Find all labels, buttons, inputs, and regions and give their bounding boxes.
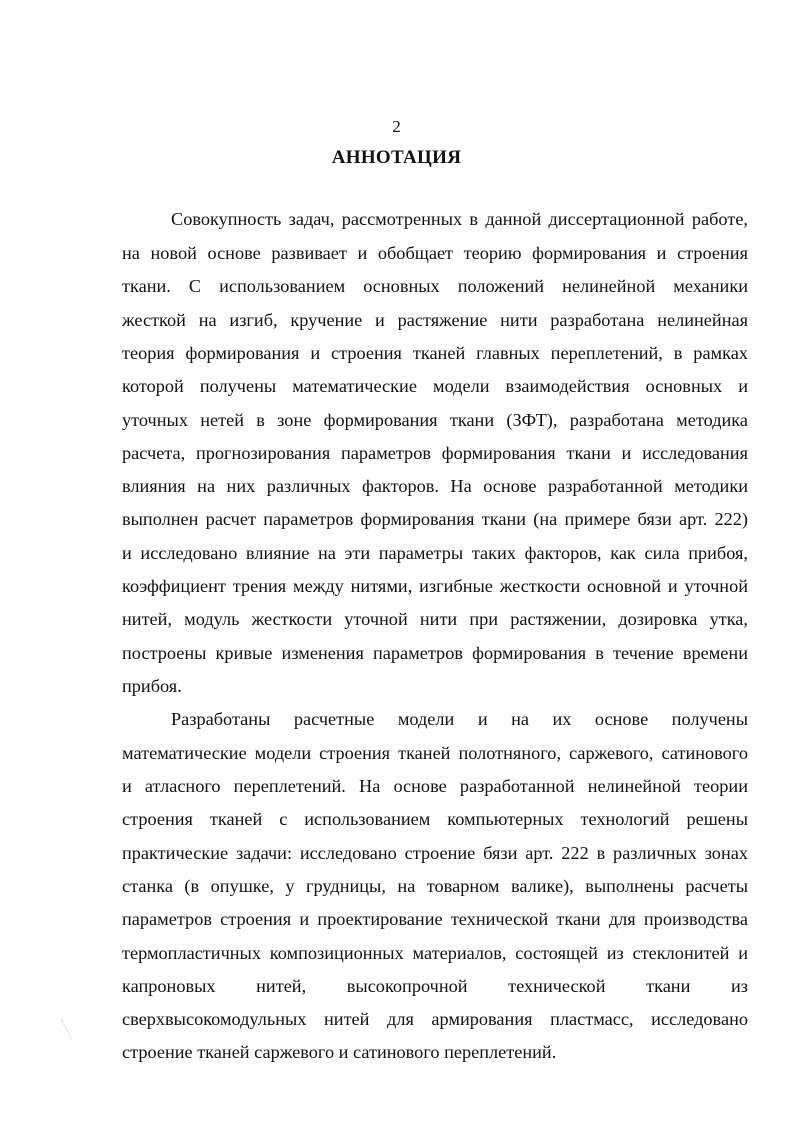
text-line: термопластичных композиционных материалов, состоящей из стеклонитей и xyxy=(122,943,748,963)
text-line: и исследовано влияние на эти параметры таких факторов, как сила прибоя, xyxy=(122,543,748,563)
text-line: строения тканей с использованием компьютерных технологий решены xyxy=(122,809,748,829)
text-line: расчета, прогнозирования параметров формирования ткани и исследования xyxy=(122,443,748,463)
text-line: станка (в опушке, у грудницы, на товарном валике), выполнены расчеты xyxy=(122,876,748,896)
text-line: прибоя. xyxy=(122,676,182,696)
text-line: которой получены математические модели взаимодействия основных и xyxy=(122,376,748,396)
text-line: жесткой на изгиб, кручение и растяжение нити разработана нелинейная xyxy=(122,310,748,330)
text-line: Разработаны расчетные модели и на их основе получены xyxy=(171,709,748,729)
text-line: коэффициент трения между нитями, изгибные жесткости основной и уточной xyxy=(122,576,748,596)
text-line: влияния на них различных факторов. На основе разработанной методики xyxy=(122,476,748,496)
text-line: построены кривые изменения параметров формирования в течение времени xyxy=(122,643,748,663)
scan-speck xyxy=(61,1019,73,1039)
page-title: АННОТАЦИЯ xyxy=(331,147,462,168)
text-line: на новой основе развивает и обобщает теорию формирования и строения xyxy=(122,243,748,263)
text-line: сверхвысокомодульных нитей для армирования пластмасс, исследовано xyxy=(122,1009,748,1029)
text-line: нитей, модуль жесткости уточной нити при растяжении, дозировка утка, xyxy=(122,609,748,629)
text-line: математические модели строения тканей полотняного, саржевого, сатинового xyxy=(122,743,748,763)
text-line: уточных нетей в зоне формирования ткани (ЗФТ), разработана методика xyxy=(122,410,748,430)
text-line: ткани. С использованием основных положений нелинейной механики xyxy=(122,276,748,296)
text-line: выполнен расчет параметров формирования ткани (на примере бязи арт. 222) xyxy=(122,509,748,529)
text-line: капроновых нитей, высокопрочной технической ткани из xyxy=(122,976,748,996)
text-line: строение тканей саржевого и сатинового переплетений. xyxy=(122,1042,557,1062)
text-line: параметров строения и проектирование технической ткани для производства xyxy=(122,909,748,929)
page-number: 2 xyxy=(392,117,401,136)
text-line: практические задачи: исследовано строение бязи арт. 222 в различных зонах xyxy=(122,843,748,863)
text-line: теория формирования и строения тканей главных переплетений, в рамках xyxy=(122,343,748,363)
text-line: Совокупность задач, рассмотренных в данной диссертационной работе, xyxy=(171,209,748,229)
text-line: и атласного переплетений. На основе разработанной нелинейной теории xyxy=(122,776,748,796)
